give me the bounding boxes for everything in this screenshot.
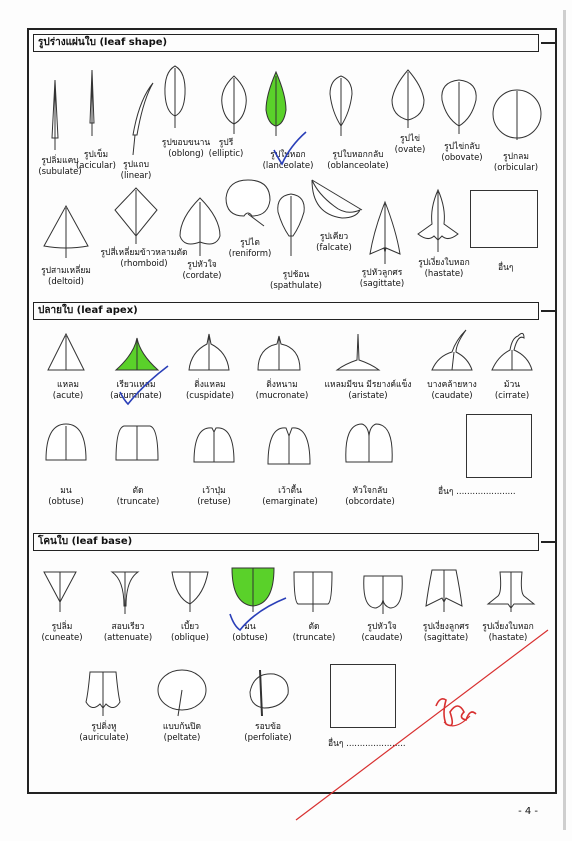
section-title-leaf-shape: รูปร่างแผ่นใบ (leaf shape) (33, 34, 539, 52)
thai-term: รูปติ่งหู (91, 722, 117, 732)
english-term: (rhomboid) (120, 258, 168, 269)
thai-term: หัวใจกลับ (352, 486, 388, 496)
english-term: (truncate) (116, 496, 160, 507)
english-term: (hastate) (488, 632, 528, 643)
thai-term: รูปสามเหลี่ยม (41, 266, 91, 276)
english-term: (elliptic) (208, 148, 244, 159)
english-term: (acuminate) (110, 390, 162, 401)
english-term: (mucronate) (255, 390, 309, 401)
thai-term: แหลมมีขน มีรยางค์แข็ง (324, 380, 412, 390)
english-term: (cordate) (182, 270, 222, 281)
thai-term: รูปกลม (503, 152, 529, 162)
english-term: (orbicular) (493, 162, 539, 173)
other-shape-label: อื่นๆ (498, 263, 514, 273)
thai-term: รูปไข่ (399, 134, 421, 144)
thai-term: บางคล้ายหาง (427, 380, 477, 390)
thai-term: รูปเข็ม (83, 150, 109, 160)
english-term: (attenuate) (103, 632, 153, 643)
thai-term: รูปรี (218, 138, 234, 148)
thai-term: มน (60, 486, 72, 496)
english-term: (subulate) (38, 166, 82, 177)
thai-term: เว้าบุ๋ม (202, 486, 226, 496)
thai-term: รอบข้อ (255, 722, 281, 732)
english-term: (spathulate) (270, 280, 322, 291)
english-term: (acute) (52, 390, 84, 401)
english-term: (linear) (120, 170, 152, 181)
english-term: (cuneate) (41, 632, 83, 643)
english-term: (perfoliate) (244, 732, 292, 743)
thai-term: ติ่งแหลม (194, 380, 226, 390)
english-term: (acicular) (75, 160, 117, 171)
english-term: (obtuse) (232, 632, 268, 643)
english-term: (obcordate) (345, 496, 395, 507)
thai-term: แหลม (57, 380, 79, 390)
thai-term: รูปไต (240, 238, 260, 248)
english-term: (reniform) (228, 248, 272, 259)
thai-term: รูปแถบ (123, 160, 149, 170)
english-term: (emarginate) (262, 496, 318, 507)
thai-term: เรียวแหลม (116, 380, 156, 390)
english-term: (obovate) (441, 152, 483, 163)
page-number: - 4 - (518, 806, 538, 817)
english-term: (cuspidate) (185, 390, 235, 401)
thai-term: รูปหัวใจ (367, 622, 397, 632)
thai-term: ตัด (308, 622, 320, 632)
thai-term: สอบเรียว (111, 622, 145, 632)
thai-term: แบบก้นปิด (162, 722, 202, 732)
other-apex-label: อื่นๆ ...................... (438, 487, 516, 497)
english-term: (oblique) (171, 632, 209, 643)
thai-term: รูปสี่เหลี่ยมข้าวหลามตัด (100, 248, 188, 258)
english-term: (ovate) (394, 144, 426, 155)
thai-term: รูปเงี่ยงใบหอก (482, 622, 534, 632)
english-term: (cirrate) (494, 390, 530, 401)
english-term: (deltoid) (48, 276, 84, 287)
english-term: (falcate) (316, 242, 352, 253)
english-term: (caudate) (361, 632, 403, 643)
thai-term: มน (244, 622, 256, 632)
english-term: (oblong) (168, 148, 204, 159)
thai-term: รูปเงี่ยงใบหอก (418, 258, 470, 268)
thai-term: รูปลิ่มแคบ (41, 156, 79, 166)
section-title-leaf-apex: ปลายใบ (leaf apex) (33, 302, 539, 320)
thai-term: รูปหัวลูกศร (361, 268, 403, 278)
english-term: (peltate) (163, 732, 201, 743)
english-term: (truncate) (292, 632, 336, 643)
thai-term: เบี้ยว (180, 622, 200, 632)
english-term: (auriculate) (79, 732, 129, 743)
thai-term: ม้วน (503, 380, 521, 390)
thai-term: รูปเคียว (319, 232, 349, 242)
english-term: (caudate) (431, 390, 473, 401)
thai-term: รูปหัวใจ (187, 260, 217, 270)
thai-term: ตัด (132, 486, 144, 496)
section-title-leaf-base: โคนใบ (leaf base) (33, 533, 539, 551)
thai-term: รูปเงี่ยงลูกศร (422, 622, 470, 632)
thai-term: เว้าตื้น (278, 486, 302, 496)
thai-term: รูปลิ่ม (51, 622, 73, 632)
thai-term: ติ่งหนาม (266, 380, 298, 390)
other-base-label: อื่นๆ ...................... (328, 739, 406, 749)
english-term: (hastate) (424, 268, 464, 279)
thai-term: รูปไข่กลับ (444, 142, 480, 152)
thai-term: รูปขอบขนาน (161, 138, 211, 148)
thai-term: รูปใบหอกกลับ (332, 150, 384, 160)
english-term: (obtuse) (48, 496, 84, 507)
english-term: (sagittate) (423, 632, 469, 643)
english-term: (lanceolate) (262, 160, 314, 171)
english-term: (aristate) (348, 390, 388, 401)
thai-term: รูปช้อน (282, 270, 310, 280)
thai-term: รูปใบหอก (270, 150, 306, 160)
english-term: (sagittate) (359, 278, 405, 289)
english-term: (oblanceolate) (327, 160, 389, 171)
english-term: (retuse) (197, 496, 231, 507)
